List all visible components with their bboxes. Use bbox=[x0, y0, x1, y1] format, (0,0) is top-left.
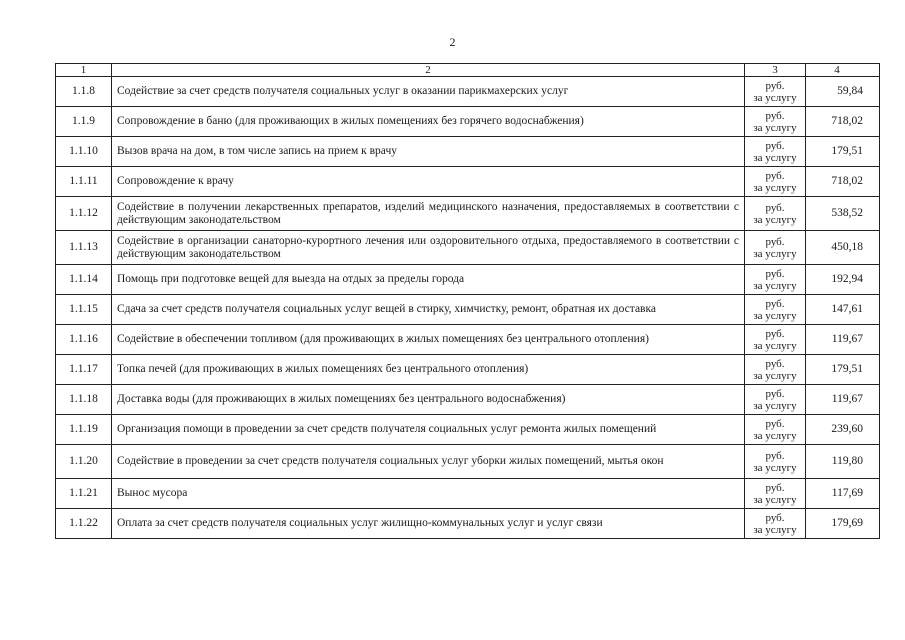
table-row bbox=[56, 265, 880, 295]
row-price: 119,67 bbox=[806, 385, 880, 415]
table-row bbox=[56, 137, 880, 167]
row-code: 1.1.22 bbox=[56, 509, 112, 539]
row-code: 1.1.17 bbox=[56, 355, 112, 385]
row-unit-line-1: руб. bbox=[765, 327, 785, 340]
row-service: Вызов врача на дом, в том числе запись на прием к врачу bbox=[112, 137, 745, 167]
row-service: Помощь при подготовке вещей для выезда на отдых за пределы города bbox=[112, 265, 745, 295]
row-service: Содействие в получении лекарственных препаратов, изделий медицинского назначения, предоставляемых в соответствии с действующим законодательством bbox=[112, 197, 745, 231]
row-unit-line-1: руб. bbox=[765, 79, 785, 92]
row-unit-line-1: руб. bbox=[765, 417, 785, 430]
table-row bbox=[56, 385, 880, 415]
row-code: 1.1.9 bbox=[56, 107, 112, 137]
tariff-table bbox=[55, 63, 880, 539]
row-unit-line-1: руб. bbox=[765, 109, 785, 122]
row-unit-line-2: за услугу bbox=[753, 309, 797, 322]
row-price: 119,67 bbox=[806, 325, 880, 355]
row-unit-line-1: руб. bbox=[765, 201, 785, 214]
row-unit-line-2: за услугу bbox=[753, 213, 797, 226]
row-service: Организация помощи в проведении за счет средств получателя социальных услуг ремонта жилых помещений bbox=[112, 415, 745, 445]
row-unit bbox=[745, 479, 806, 509]
row-unit-line-2: за услугу bbox=[753, 339, 797, 352]
row-code: 1.1.15 bbox=[56, 295, 112, 325]
row-code: 1.1.20 bbox=[56, 445, 112, 479]
page-number: 2 bbox=[449, 35, 456, 49]
table-row bbox=[56, 509, 880, 539]
row-unit-line-2: за услугу bbox=[753, 461, 797, 474]
table-row bbox=[56, 167, 880, 197]
table-row bbox=[56, 107, 880, 137]
row-unit bbox=[745, 295, 806, 325]
row-price: 192,94 bbox=[806, 265, 880, 295]
row-code: 1.1.8 bbox=[56, 77, 112, 107]
table-row bbox=[56, 415, 880, 445]
table-row bbox=[56, 445, 880, 479]
row-price: 718,02 bbox=[806, 167, 880, 197]
row-code: 1.1.18 bbox=[56, 385, 112, 415]
row-price: 117,69 bbox=[806, 479, 880, 509]
row-unit-line-1: руб. bbox=[765, 449, 785, 462]
row-code: 1.1.14 bbox=[56, 265, 112, 295]
row-unit bbox=[745, 77, 806, 107]
row-unit-line-2: за услугу bbox=[753, 181, 797, 194]
row-unit-line-2: за услугу bbox=[753, 151, 797, 164]
row-unit bbox=[745, 167, 806, 197]
row-unit-line-1: руб. bbox=[765, 139, 785, 152]
row-price: 538,52 bbox=[806, 197, 880, 231]
row-price: 119,80 bbox=[806, 445, 880, 479]
row-unit bbox=[745, 137, 806, 167]
row-unit-line-1: руб. bbox=[765, 267, 785, 280]
table-row bbox=[56, 77, 880, 107]
row-service: Вынос мусора bbox=[112, 479, 745, 509]
row-unit-line-2: за услугу bbox=[753, 493, 797, 506]
row-unit bbox=[745, 325, 806, 355]
table-row bbox=[56, 479, 880, 509]
row-unit-line-2: за услугу bbox=[753, 247, 797, 260]
row-service: Содействие за счет средств получателя социальных услуг в оказании парикмахерских услуг bbox=[112, 77, 745, 107]
table-header-row bbox=[56, 64, 880, 77]
row-unit-line-1: руб. bbox=[765, 511, 785, 524]
table-row bbox=[56, 355, 880, 385]
row-unit-line-2: за услугу bbox=[753, 369, 797, 382]
row-price: 179,51 bbox=[806, 137, 880, 167]
row-code: 1.1.12 bbox=[56, 197, 112, 231]
row-code: 1.1.21 bbox=[56, 479, 112, 509]
row-service: Сопровождение к врачу bbox=[112, 167, 745, 197]
row-price: 239,60 bbox=[806, 415, 880, 445]
row-code: 1.1.13 bbox=[56, 231, 112, 265]
row-service: Содействие в проведении за счет средств получателя социальных услуг уборки жилых помещений, мытья окон bbox=[112, 445, 745, 479]
row-unit-line-1: руб. bbox=[765, 387, 785, 400]
row-unit bbox=[745, 509, 806, 539]
row-service: Сдача за счет средств получателя социальных услуг вещей в стирку, химчистку, ремонт, обратная их доставка bbox=[112, 295, 745, 325]
row-unit-line-2: за услугу bbox=[753, 399, 797, 412]
header-col-1: 1 bbox=[56, 64, 112, 77]
table-row bbox=[56, 231, 880, 265]
row-service: Сопровождение в баню (для проживающих в жилых помещениях без горячего водоснабжения) bbox=[112, 107, 745, 137]
row-service: Содействие в организации санаторно-курортного лечения или оздоровительного отдыха, предоставляемого в соответствии с действующим законодательством bbox=[112, 231, 745, 265]
row-price: 179,51 bbox=[806, 355, 880, 385]
row-service: Доставка воды (для проживающих в жилых помещениях без центрального водоснабжения) bbox=[112, 385, 745, 415]
row-code: 1.1.11 bbox=[56, 167, 112, 197]
row-unit-line-1: руб. bbox=[765, 297, 785, 310]
row-price: 450,18 bbox=[806, 231, 880, 265]
table-row bbox=[56, 197, 880, 231]
row-unit bbox=[745, 415, 806, 445]
row-unit-line-2: за услугу bbox=[753, 91, 797, 104]
row-unit bbox=[745, 385, 806, 415]
row-service: Оплата за счет средств получателя социальных услуг жилищно-коммунальных услуг и услуг связи bbox=[112, 509, 745, 539]
table-row bbox=[56, 325, 880, 355]
row-price: 718,02 bbox=[806, 107, 880, 137]
row-unit-line-1: руб. bbox=[765, 235, 785, 248]
header-col-2: 2 bbox=[112, 64, 745, 77]
row-unit-line-1: руб. bbox=[765, 169, 785, 182]
row-unit-line-2: за услугу bbox=[753, 429, 797, 442]
row-code: 1.1.10 bbox=[56, 137, 112, 167]
row-service: Содействие в обеспечении топливом (для проживающих в жилых помещениях без центрального отопления) bbox=[112, 325, 745, 355]
row-price: 179,69 bbox=[806, 509, 880, 539]
row-unit bbox=[745, 265, 806, 295]
header-col-3: 3 bbox=[745, 64, 806, 77]
row-unit bbox=[745, 107, 806, 137]
row-unit-line-2: за услугу bbox=[753, 121, 797, 134]
row-unit bbox=[745, 231, 806, 265]
row-unit-line-1: руб. bbox=[765, 481, 785, 494]
row-price: 147,61 bbox=[806, 295, 880, 325]
header-col-4: 4 bbox=[806, 64, 880, 77]
row-code: 1.1.16 bbox=[56, 325, 112, 355]
row-unit-line-2: за услугу bbox=[753, 523, 797, 536]
row-unit-line-2: за услугу bbox=[753, 279, 797, 292]
row-code: 1.1.19 bbox=[56, 415, 112, 445]
table-row bbox=[56, 295, 880, 325]
row-price: 59,84 bbox=[806, 77, 880, 107]
row-unit bbox=[745, 355, 806, 385]
row-unit-line-1: руб. bbox=[765, 357, 785, 370]
row-unit bbox=[745, 197, 806, 231]
row-service: Топка печей (для проживающих в жилых помещениях без центрального отопления) bbox=[112, 355, 745, 385]
row-unit bbox=[745, 445, 806, 479]
